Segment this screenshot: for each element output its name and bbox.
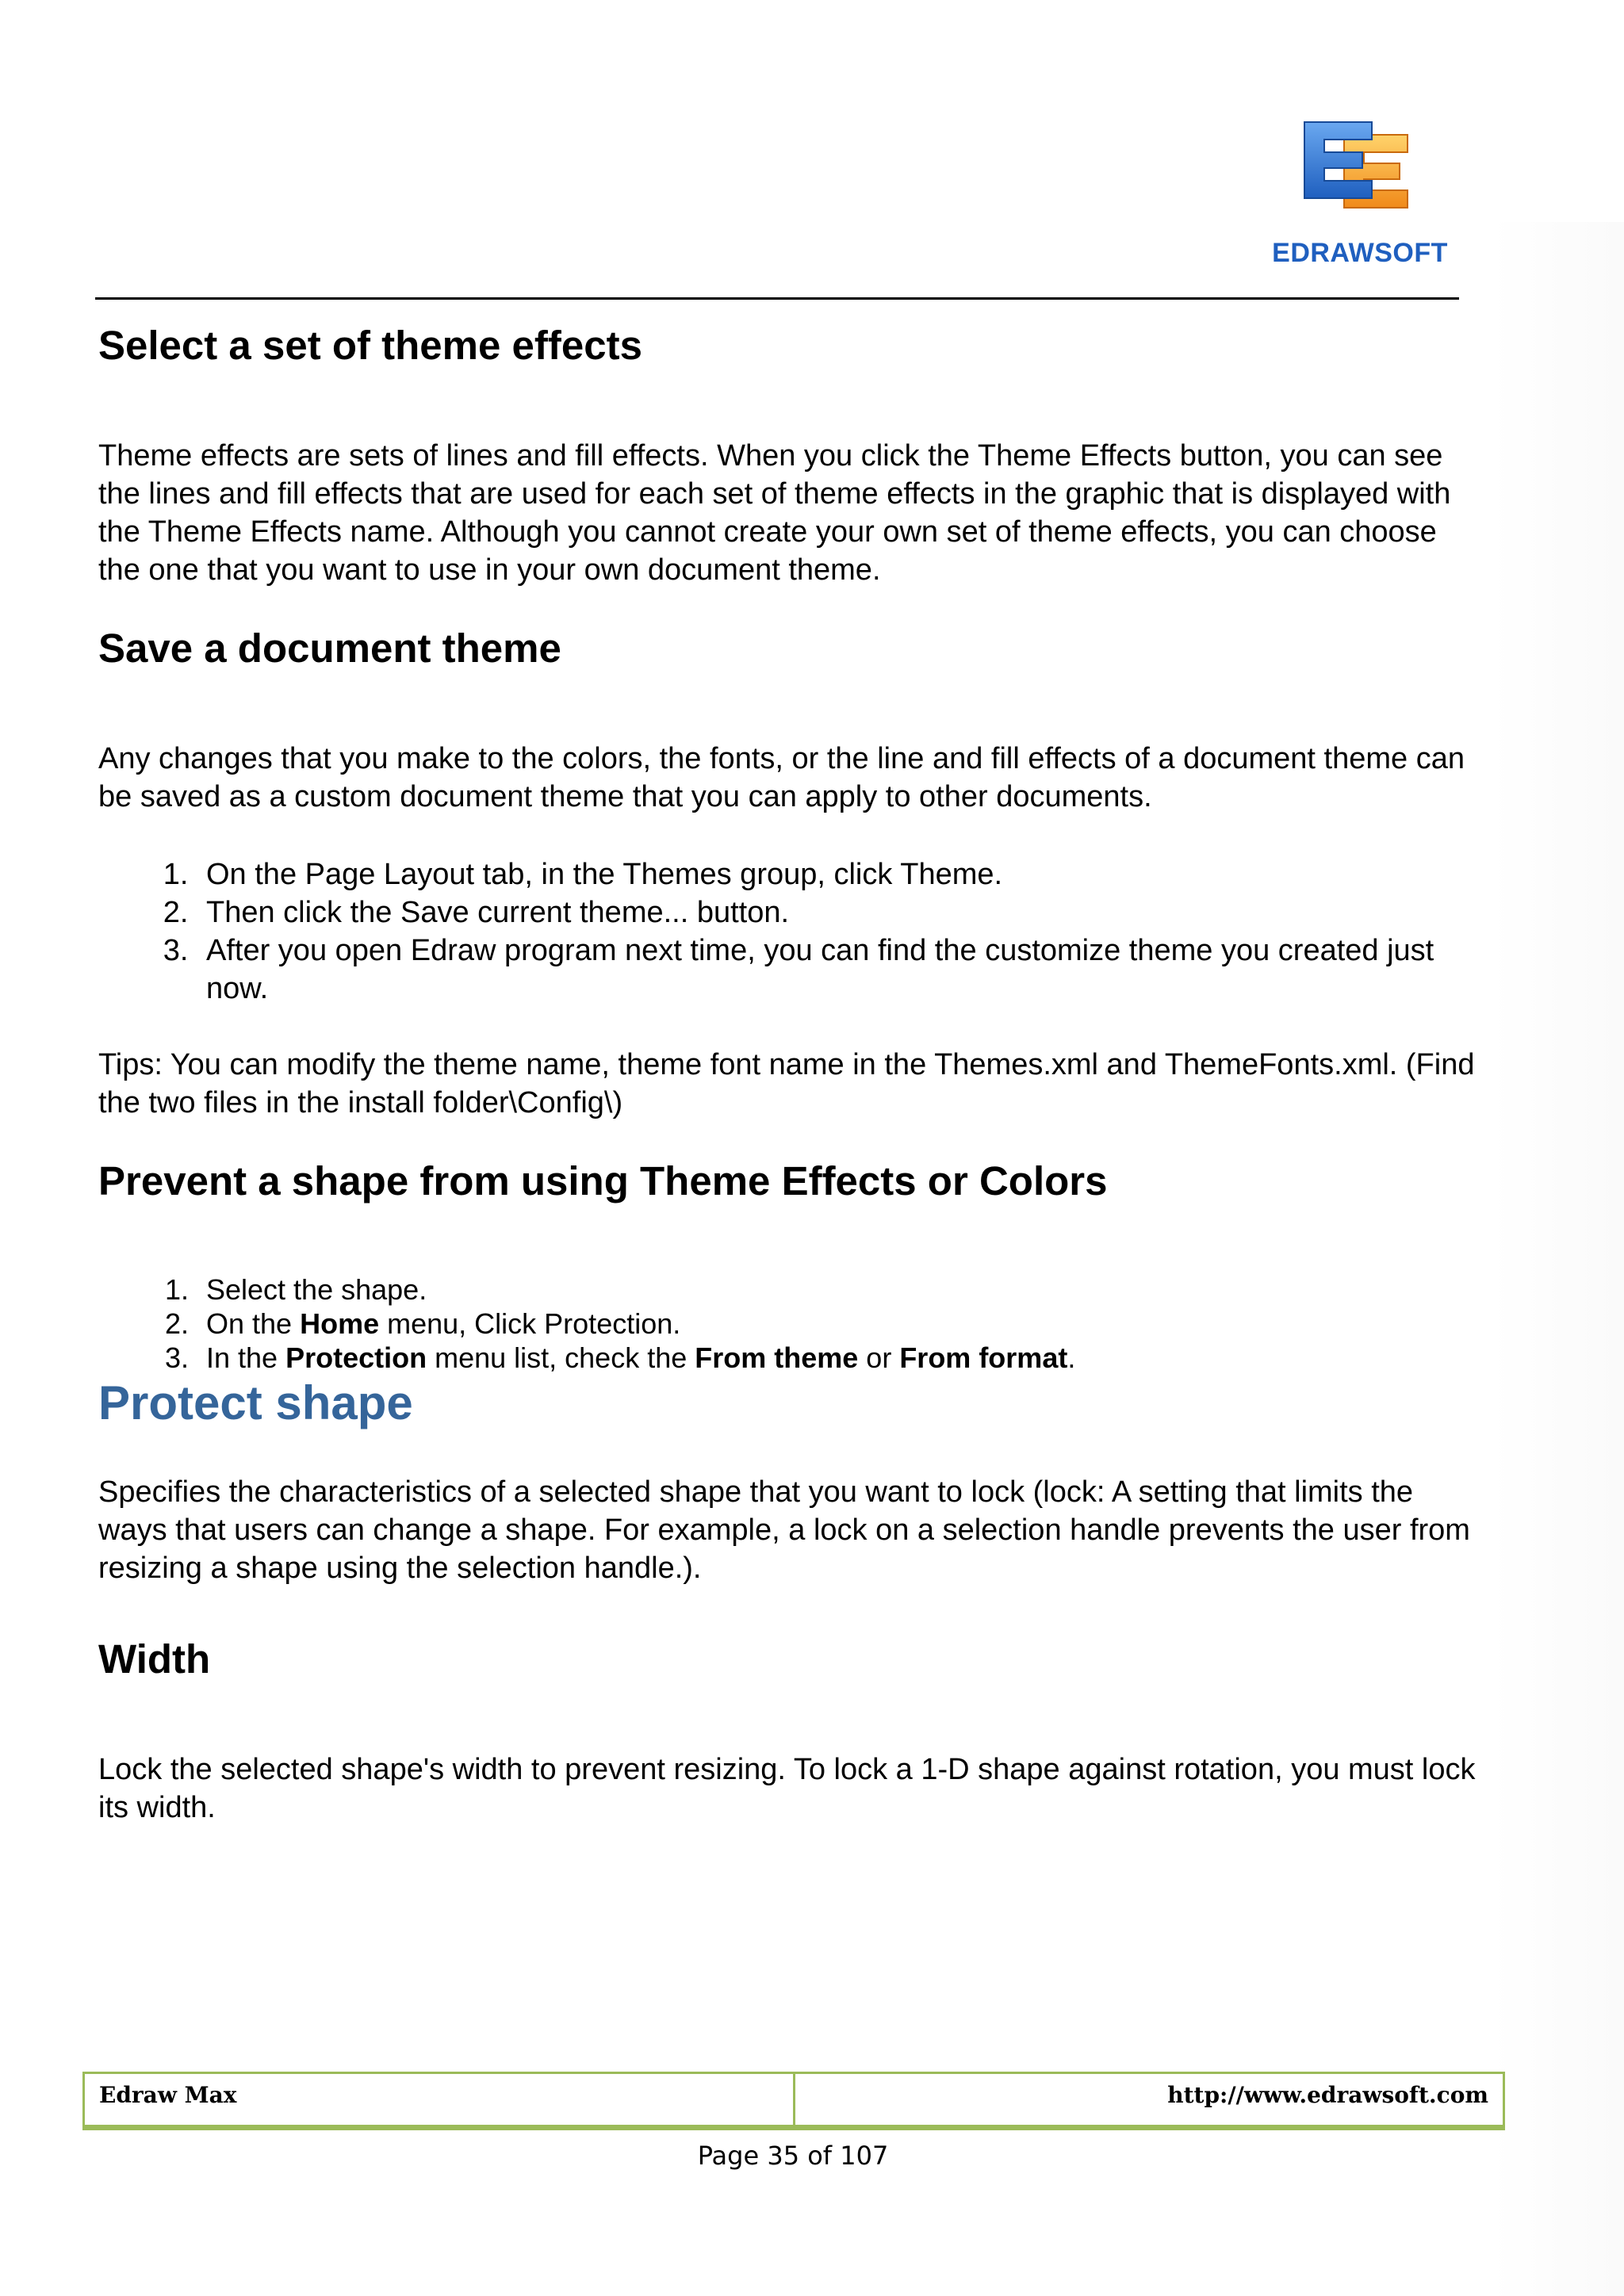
list-item: 2. Then click the Save current theme... button.	[197, 894, 1478, 932]
edrawsoft-logo	[1269, 111, 1451, 277]
heading-protect-shape: Protect shape	[98, 1376, 413, 1429]
save-theme-steps	[98, 855, 1478, 1008]
list-item: 3. After you open Edraw program next time, you can find the customize theme you created just now.	[197, 932, 1478, 1008]
protect-shape-paragraph: Specifies the characteristics of a selected shape that you want to lock (lock: A setting that limits the ways that users can change a shape. For example, a lock on a selection handle prevents the user from resizing a shape using the selection handle.).	[98, 1475, 1470, 1585]
list-item: 1. Select the shape.	[197, 1272, 1478, 1307]
footer-website-link[interactable]: http://www.edrawsoft.com	[1167, 2082, 1488, 2108]
logo-wordmark: EDRAWSOFT	[1272, 238, 1448, 268]
save-theme-paragraph: Any changes that you make to the colors, the fonts, or the line and fill effects of a document theme can be saved as a custom document theme that you can apply to other documents.	[98, 742, 1465, 813]
page-shadow	[1491, 222, 1624, 2296]
document-body	[98, 321, 1478, 1827]
footer-product-name: Edraw Max	[85, 2074, 795, 2125]
page-footer	[82, 2072, 1505, 2130]
heading-theme-effects: Select a set of theme effects	[98, 323, 642, 368]
heading-save-theme: Save a document theme	[98, 626, 561, 671]
theme-effects-paragraph: Theme effects are sets of lines and fill effects. When you click the Theme Effects button, you can see the lines and fill effects that are used for each set of theme effects in the graphic that is displayed with the Theme Effects name. Although you cannot create your own set of theme effects, you can choose the one that you want to use in your own document theme.	[98, 439, 1451, 587]
heading-width: Width	[98, 1636, 211, 1682]
list-item: 1. On the Page Layout tab, in the Themes group, click Theme.	[197, 855, 1478, 894]
prevent-shape-steps	[98, 1272, 1478, 1375]
heading-prevent-shape: Prevent a shape from using Theme Effects or Colors	[98, 1158, 1108, 1203]
tips-paragraph: Tips: You can modify the theme name, theme font name in the Themes.xml and ThemeFonts.xml. (Find the two files in the install folder\Config\)	[98, 1048, 1475, 1119]
width-paragraph: Lock the selected shape's width to prevent resizing. To lock a 1-D shape against rotation, you must lock its width.	[98, 1753, 1476, 1824]
list-item: 2. On the Home menu, Click Protection.	[197, 1307, 1478, 1341]
list-item: 3. In the Protection menu list, check the From theme or From format.	[197, 1341, 1478, 1375]
header-divider	[95, 297, 1459, 300]
page-number: Page 35 of 107	[697, 2141, 889, 2171]
logo-icon	[1269, 111, 1451, 238]
